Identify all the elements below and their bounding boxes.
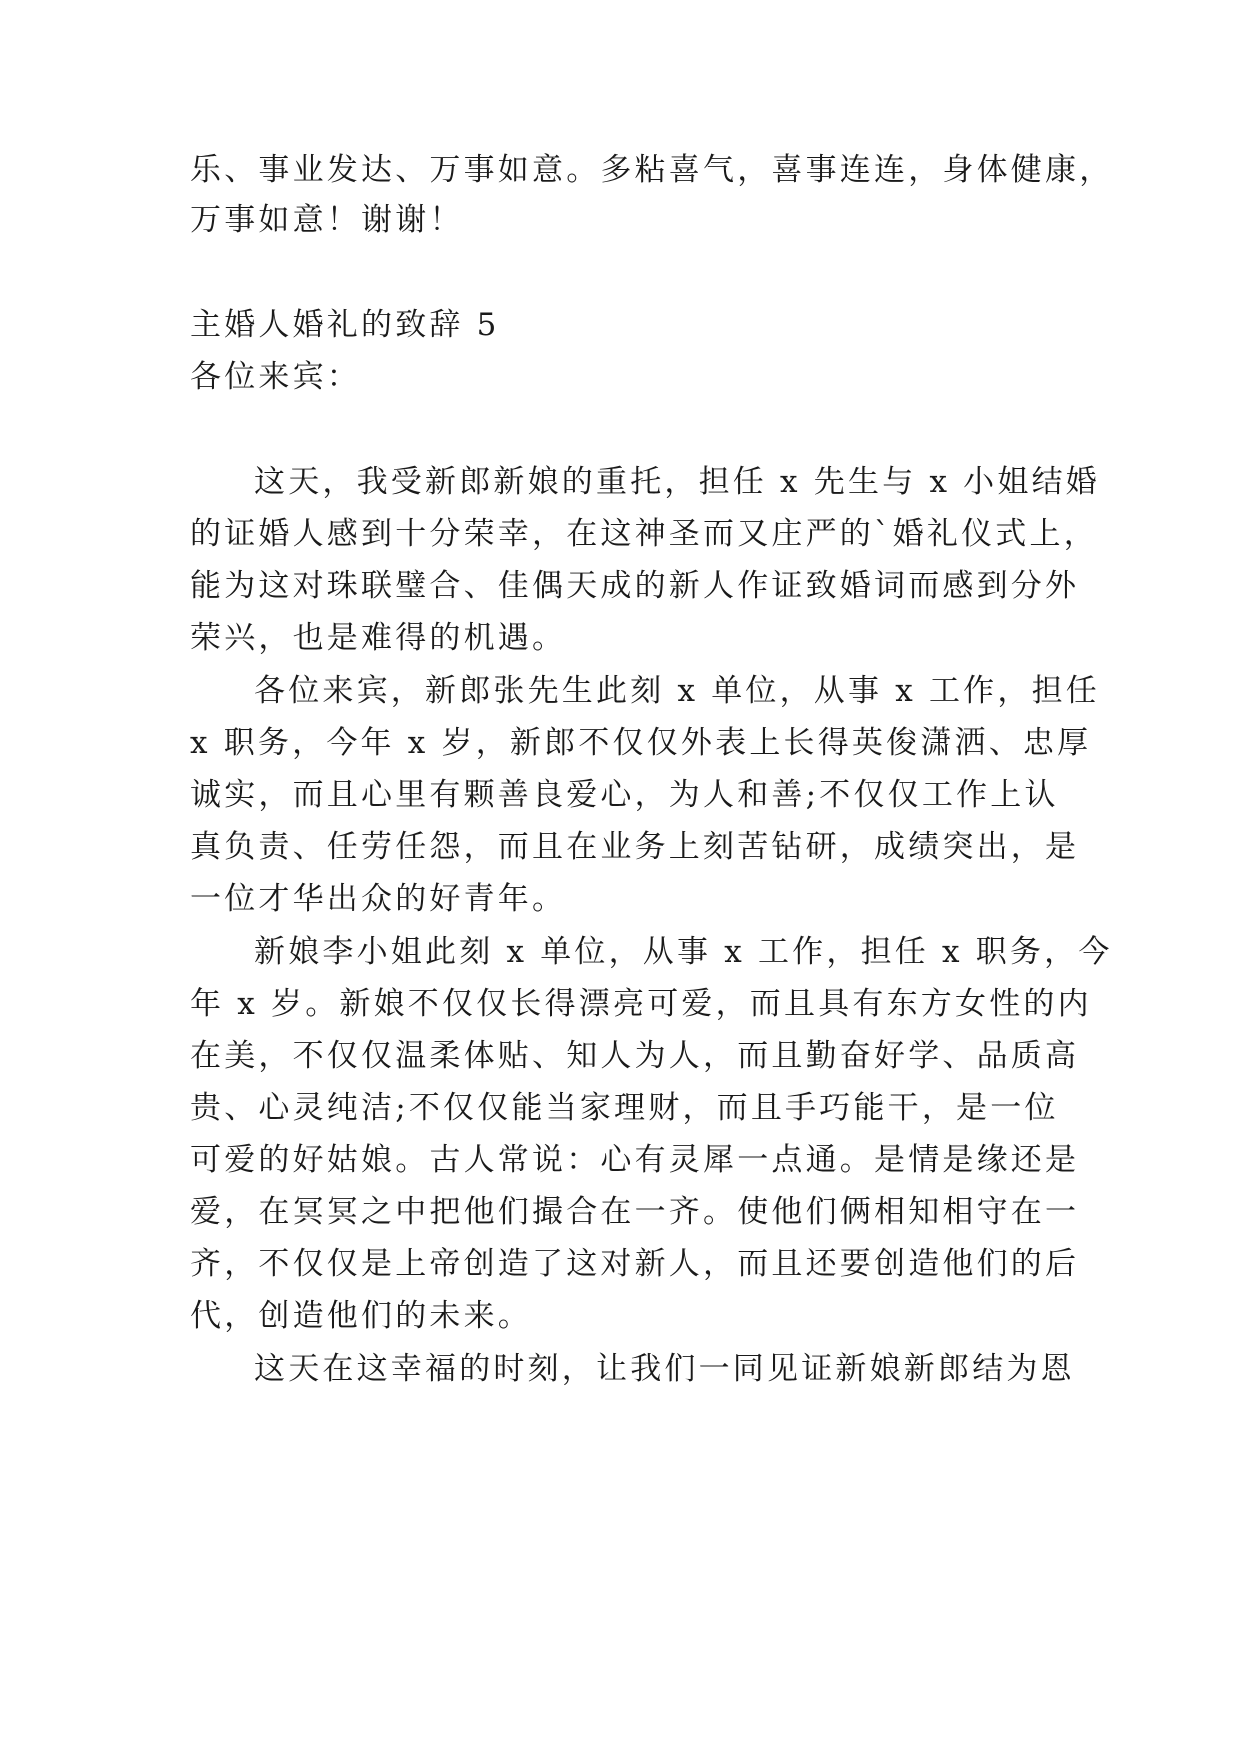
text-line: 能为这对珠联璧合、佳偶天成的新人作证致婚词而感到分外 (190, 568, 1080, 604)
text-line: 诚实，而且心里有颗善良爱心，为人和善;不仅仅工作上认 (190, 777, 1059, 813)
text-line: 在美，不仅仅温柔体贴、知人为人，而且勤奋好学、品质高 (190, 1038, 1080, 1074)
text-line: 一位才华出众的好青年。 (190, 881, 567, 917)
text-line: 真负责、任劳任怨，而且在业务上刻苦钻研，成绩突出，是 (190, 829, 1080, 865)
text-line: 荣兴，也是难得的机遇。 (190, 620, 567, 656)
paragraph-first-line: 各位来宾，新郎张先生此刻 x 单位，从事 x 工作，担任 (254, 673, 1100, 709)
section-heading: 主婚人婚礼的致辞 5 (190, 307, 500, 343)
text-line: 的证婚人感到十分荣幸，在这神圣而又庄严的`婚礼仪式上， (190, 516, 1098, 552)
text-line: x 职务，今年 x 岁，新郎不仅仅外表上长得英俊潇洒、忠厚 (190, 725, 1092, 761)
text-line: 年 x 岁。新娘不仅仅长得漂亮可爱，而且具有东方女性的内 (190, 986, 1092, 1022)
text-line: 爱，在冥冥之中把他们撮合在一齐。使他们俩相知相守在一 (190, 1194, 1080, 1230)
text-line: 贵、心灵纯洁;不仅仅能当家理财，而且手巧能干，是一位 (190, 1090, 1059, 1126)
text-line: 代，创造他们的未来。 (190, 1298, 532, 1334)
paragraph-first-line: 这天在这幸福的时刻，让我们一同见证新娘新郎结为恩 (254, 1351, 1075, 1387)
text-line: 齐，不仅仅是上帝创造了这对新人，而且还要创造他们的后 (190, 1246, 1080, 1282)
text-line: 万事如意！谢谢！ (190, 202, 464, 238)
paragraph-first-line: 新娘李小姐此刻 x 单位，从事 x 工作，担任 x 职务，今 (254, 934, 1113, 970)
salutation: 各位来宾： (190, 359, 361, 395)
paragraph-first-line: 这天，我受新郎新娘的重托，担任 x 先生与 x 小姐结婚 (254, 464, 1100, 500)
text-line: 乐、事业发达、万事如意。多粘喜气，喜事连连，身体健康， (190, 152, 1114, 188)
text-line: 可爱的好姑娘。古人常说：心有灵犀一点通。是情是缘还是 (190, 1142, 1080, 1178)
